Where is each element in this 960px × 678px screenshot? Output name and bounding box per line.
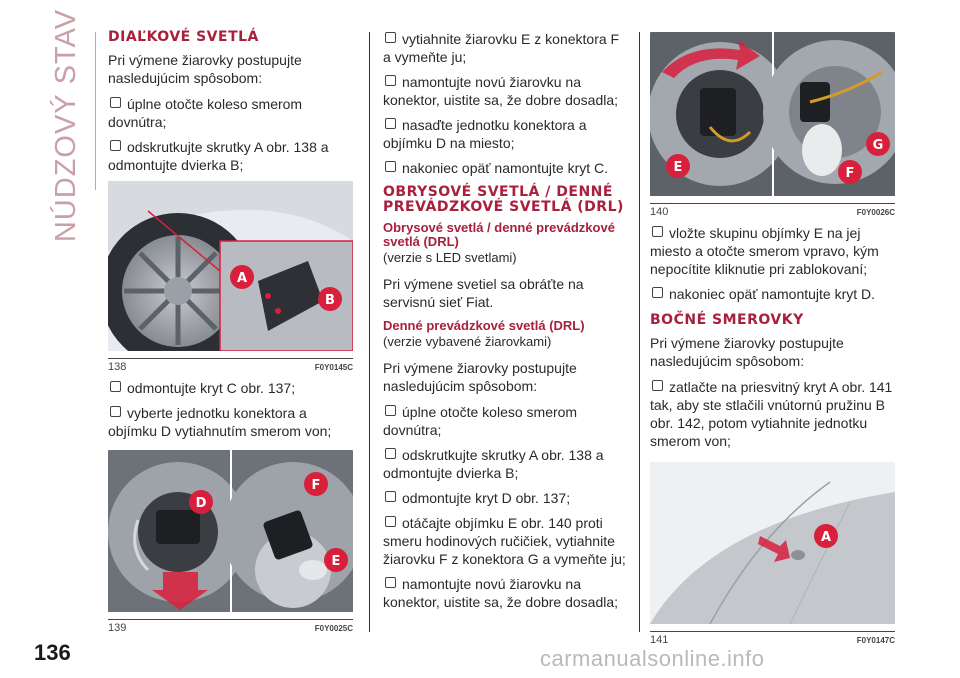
column-divider-1 <box>369 32 370 632</box>
checkbox-bullet-icon <box>385 516 396 527</box>
figure-code: F0Y0026C <box>856 207 895 217</box>
figure-label: E <box>331 554 341 569</box>
checkbox-bullet-icon <box>385 577 396 588</box>
checkbox-bullet-icon <box>652 226 663 237</box>
figure-label: G <box>872 138 884 153</box>
checkbox-bullet-icon <box>110 140 121 151</box>
checkbox-bullet-icon <box>385 448 396 459</box>
figure-139-image <box>108 450 353 617</box>
checkbox-bullet-icon <box>385 491 396 502</box>
list-item: zatlačte na priesvitný kryt A obr. 141 tak, aby ste stlačili vnútornú pružinu B obr. 142, potom vytiahnite jednotku smerom von; <box>650 379 893 449</box>
list-item: otáčajte objímku E obr. 140 proti smeru hodinových ručičiek, vytiahnite žiarovku F z konektora G a vymeňte ju; <box>383 515 626 567</box>
checkbox-bullet-icon <box>385 405 396 416</box>
figure-caption <box>650 203 895 218</box>
intro-text: Pri výmene žiarovky postupujte nasledujúcim spôsobom: <box>650 335 844 369</box>
list-item: odskrutkujte skrutky A obr. 138 a odmontujte dvierka B; <box>108 139 329 173</box>
figure-label: F <box>311 478 321 493</box>
figure-number: 141 <box>650 634 669 646</box>
list-item: vyberte jednotku konektora a objímku D vytiahnutím smerom von; <box>108 405 332 439</box>
figure-141 <box>650 462 895 646</box>
figure-label: A <box>236 271 248 286</box>
side-section-title <box>44 8 90 242</box>
figure-139 <box>108 450 353 634</box>
figure-label: B <box>325 293 335 308</box>
figure-caption <box>650 631 895 646</box>
figure-number: 139 <box>108 622 127 634</box>
column-divider-2 <box>639 32 640 632</box>
heading-position-drl: OBRYSOVÉ SVETLÁ / DENNÉ PREVÁDZKOVÉ SVETLÁ (DRL) <box>383 184 624 215</box>
checkbox-bullet-icon <box>110 97 121 108</box>
figure-code: F0Y0145C <box>314 362 353 372</box>
figure-label: D <box>195 496 207 511</box>
heading-side-indicators: BOČNÉ SMEROVKY <box>650 312 804 328</box>
list-item: odmontujte kryt D obr. 137; <box>383 489 628 507</box>
note-bulb-versions: (verzie vybavené žiarovkami) <box>383 334 552 349</box>
figure-caption <box>108 358 353 373</box>
figure-code: F0Y0147C <box>856 635 895 645</box>
list-item: odskrutkujte skrutky A obr. 138 a odmontujte dvierka B; <box>383 447 604 481</box>
column-2 <box>383 30 628 618</box>
page-number: 136 <box>34 640 71 665</box>
checkbox-bullet-icon <box>385 75 396 86</box>
figure-code: F0Y0025C <box>314 623 353 633</box>
subheading-drl-bulbs: Denné prevádzkové svetlá (DRL) <box>383 318 585 333</box>
figure-138 <box>108 181 353 373</box>
figure-label: F <box>845 166 855 181</box>
checkbox-bullet-icon <box>385 32 396 43</box>
checkbox-bullet-icon <box>110 406 121 417</box>
list-item: nakoniec opäť namontujte kryt D. <box>650 285 895 303</box>
list-item: vytiahnite žiarovku E z konektora F a vymeňte ju; <box>383 31 620 65</box>
figure-141-image <box>650 462 895 629</box>
checkbox-bullet-icon <box>652 287 663 298</box>
list-item: namontujte novú žiarovku na konektor, uistite sa, že dobre dosadla; <box>383 576 619 610</box>
column-1 <box>108 30 353 640</box>
list-item: úplne otočte koleso smerom dovnútra; <box>108 96 303 130</box>
figure-140 <box>650 32 895 218</box>
list-item: odmontujte kryt C obr. 137; <box>108 379 353 397</box>
list-item: vložte skupinu objímky E na jej miesto a otočte smerom vpravo, kým nepocítite kliknutie pri zablokovaní; <box>650 225 879 277</box>
checkbox-bullet-icon <box>385 161 396 172</box>
watermark-text: carmanualsonline.info <box>540 646 765 671</box>
checkbox-bullet-icon <box>652 380 663 391</box>
intro-text: Pri výmene žiarovky postupujte nasledujúcim spôsobom: <box>383 360 577 394</box>
list-item: namontujte novú žiarovku na konektor, uistite sa, že dobre dosadla; <box>383 74 619 108</box>
column-3 <box>650 30 895 652</box>
list-item: nasaďte jednotku konektora a objímku D na miesto; <box>383 117 587 151</box>
checkbox-bullet-icon <box>110 381 121 392</box>
list-item: nakoniec opäť namontujte kryt C. <box>383 159 628 177</box>
note-led-versions: (verzie s LED svetlami) <box>383 250 517 265</box>
list-item: úplne otočte koleso smerom dovnútra; <box>383 404 578 438</box>
side-section-title-text: NÚDZOVÝ STAV <box>50 8 83 242</box>
figure-label: A <box>820 530 832 545</box>
subheading-led: Obrysové svetlá / denné prevádzkové svetlá (DRL) <box>383 220 615 249</box>
heading-high-beam: DIAĽKOVÉ SVETLÁ <box>108 29 259 45</box>
intro-text: Pri výmene žiarovky postupujte nasledujúcim spôsobom: <box>108 52 302 86</box>
figure-number: 138 <box>108 361 127 373</box>
side-rule <box>95 32 96 190</box>
figure-number: 140 <box>650 206 669 218</box>
figure-140-image <box>650 32 895 201</box>
checkbox-bullet-icon <box>385 118 396 129</box>
figure-138-image <box>108 181 353 356</box>
figure-label: E <box>673 160 683 175</box>
figure-caption <box>108 619 353 634</box>
text-contact-service: Pri výmene svetiel sa obráťte na servisnú sieť Fiat. <box>383 276 584 310</box>
